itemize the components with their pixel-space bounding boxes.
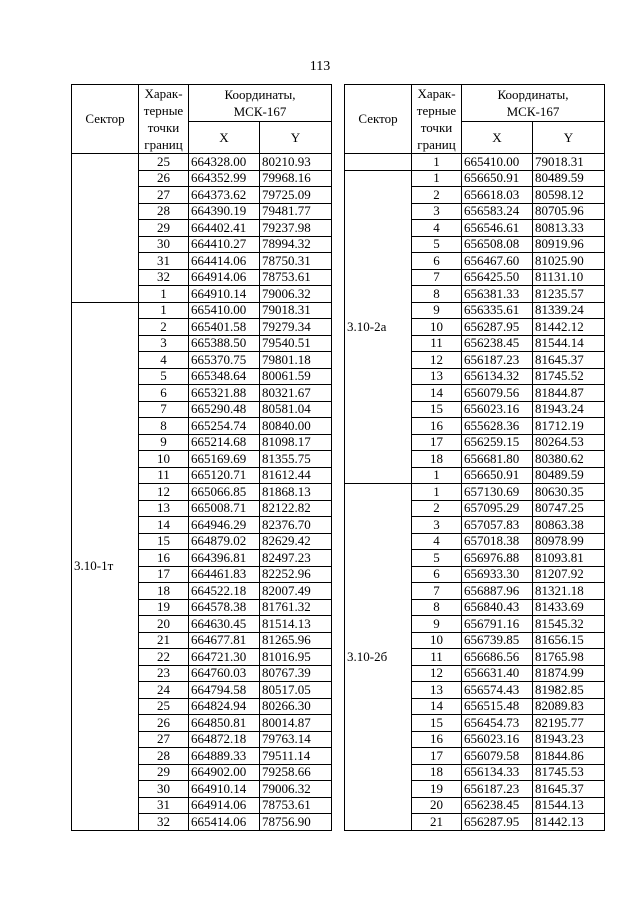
point-number-cell: 28 (139, 748, 189, 765)
y-coordinate-cell: 79006.32 (260, 781, 332, 798)
header-coordinates-line-1: Координаты, (224, 87, 296, 102)
y-coordinate-cell: 80264.53 (533, 434, 605, 451)
x-coordinate-cell: 664824.94 (189, 698, 260, 715)
y-coordinate-cell: 80705.96 (533, 203, 605, 220)
x-coordinate-cell: 656976.88 (462, 550, 533, 567)
x-coordinate-cell: 664760.03 (189, 665, 260, 682)
y-coordinate-cell: 81874.99 (533, 665, 605, 682)
header-points-line-3: точки (147, 120, 180, 135)
point-number-cell: 9 (412, 616, 462, 633)
table-row (345, 154, 605, 171)
y-coordinate-cell: 80863.38 (533, 517, 605, 534)
x-coordinate-cell: 665169.69 (189, 451, 260, 468)
point-number-cell: 31 (139, 253, 189, 270)
header-points-line-2: терные (143, 103, 184, 118)
point-number-cell: 27 (139, 731, 189, 748)
point-number-cell: 3 (412, 203, 462, 220)
y-coordinate-cell: 79018.31 (260, 302, 332, 319)
point-number-cell: 32 (139, 269, 189, 286)
point-number-cell: 6 (139, 385, 189, 402)
y-coordinate-cell: 80061.59 (260, 368, 332, 385)
page-number: 113 (309, 59, 331, 74)
y-coordinate-cell: 81433.69 (533, 599, 605, 616)
y-coordinate-cell: 80581.04 (260, 401, 332, 418)
y-coordinate-cell: 80014.87 (260, 715, 332, 732)
point-number-cell: 1 (412, 170, 462, 187)
point-number-cell: 2 (412, 187, 462, 204)
y-coordinate-cell: 81093.81 (533, 550, 605, 567)
y-coordinate-cell: 79763.14 (260, 731, 332, 748)
point-number-cell: 1 (412, 467, 462, 484)
point-number-cell: 22 (139, 649, 189, 666)
point-number-cell: 2 (139, 319, 189, 336)
x-coordinate-cell: 664879.02 (189, 533, 260, 550)
y-coordinate-cell: 80489.59 (533, 170, 605, 187)
point-number-cell: 5 (139, 368, 189, 385)
y-coordinate-cell: 81544.13 (533, 797, 605, 814)
point-number-cell: 29 (139, 764, 189, 781)
point-number-cell: 25 (139, 154, 189, 171)
point-number-cell: 17 (412, 434, 462, 451)
y-coordinate-cell: 81545.32 (533, 616, 605, 633)
point-number-cell: 17 (139, 566, 189, 583)
y-coordinate-cell: 79258.66 (260, 764, 332, 781)
x-coordinate-cell: 656335.61 (462, 302, 533, 319)
y-coordinate-cell: 81016.95 (260, 649, 332, 666)
x-coordinate-cell: 665410.00 (462, 154, 533, 171)
x-coordinate-cell: 665290.48 (189, 401, 260, 418)
coordinates-table-left (71, 84, 332, 831)
header-coordinates-line-1: Координаты, (497, 87, 569, 102)
point-number-cell: 1 (412, 154, 462, 171)
point-number-cell: 4 (412, 220, 462, 237)
x-coordinate-cell: 664630.45 (189, 616, 260, 633)
y-coordinate-cell: 81745.52 (533, 368, 605, 385)
y-coordinate-cell: 81544.14 (533, 335, 605, 352)
point-number-cell: 16 (412, 731, 462, 748)
x-coordinate-cell: 657057.83 (462, 517, 533, 534)
point-number-cell: 14 (412, 698, 462, 715)
point-number-cell: 13 (412, 682, 462, 699)
point-number-cell: 10 (139, 451, 189, 468)
point-number-cell: 7 (412, 269, 462, 286)
y-coordinate-cell: 80489.59 (533, 467, 605, 484)
x-coordinate-cell: 665348.64 (189, 368, 260, 385)
y-coordinate-cell: 78750.31 (260, 253, 332, 270)
x-coordinate-cell: 656933.30 (462, 566, 533, 583)
x-coordinate-cell: 657130.69 (462, 484, 533, 501)
y-coordinate-cell: 78994.32 (260, 236, 332, 253)
point-number-cell: 17 (412, 748, 462, 765)
sector-cell: 3.10-2б (345, 484, 412, 831)
header-points-line-4: границ (144, 137, 183, 152)
header-sector: Сектор (345, 85, 412, 154)
y-coordinate-cell: 81207.92 (533, 566, 605, 583)
point-number-cell: 11 (139, 467, 189, 484)
x-coordinate-cell: 664872.18 (189, 731, 260, 748)
y-coordinate-cell: 81982.85 (533, 682, 605, 699)
x-coordinate-cell: 664396.81 (189, 550, 260, 567)
x-coordinate-cell: 664414.06 (189, 253, 260, 270)
x-coordinate-cell: 656287.95 (462, 319, 533, 336)
point-number-cell: 28 (139, 203, 189, 220)
y-coordinate-cell: 79968.16 (260, 170, 332, 187)
point-number-cell: 6 (412, 253, 462, 270)
point-number-cell: 13 (139, 500, 189, 517)
y-coordinate-cell: 80517.05 (260, 682, 332, 699)
y-coordinate-cell: 81339.24 (533, 302, 605, 319)
x-coordinate-cell: 664910.14 (189, 286, 260, 303)
y-coordinate-cell: 78753.61 (260, 797, 332, 814)
y-coordinate-cell: 79801.18 (260, 352, 332, 369)
point-number-cell: 1 (412, 484, 462, 501)
x-coordinate-cell: 656381.33 (462, 286, 533, 303)
header-x: X (462, 122, 533, 154)
y-coordinate-cell: 79018.31 (533, 154, 605, 171)
point-number-cell: 26 (139, 715, 189, 732)
x-coordinate-cell: 656631.40 (462, 665, 533, 682)
sector-cell: 3.10-2а (345, 170, 412, 484)
header-x: X (189, 122, 260, 154)
x-coordinate-cell: 664390.19 (189, 203, 260, 220)
point-number-cell: 18 (412, 451, 462, 468)
x-coordinate-cell: 665214.68 (189, 434, 260, 451)
point-number-cell: 24 (139, 682, 189, 699)
x-coordinate-cell: 657095.29 (462, 500, 533, 517)
point-number-cell: 19 (412, 781, 462, 798)
header-coordinates (189, 85, 332, 122)
point-number-cell: 15 (412, 715, 462, 732)
y-coordinate-cell: 81761.32 (260, 599, 332, 616)
point-number-cell: 10 (412, 632, 462, 649)
y-coordinate-cell: 78753.61 (260, 269, 332, 286)
coordinates-table-right (344, 84, 605, 831)
point-number-cell: 21 (412, 814, 462, 831)
point-number-cell: 4 (412, 533, 462, 550)
y-coordinate-cell: 81844.87 (533, 385, 605, 402)
y-coordinate-cell: 81943.23 (533, 731, 605, 748)
x-coordinate-cell: 664461.83 (189, 566, 260, 583)
point-number-cell: 13 (412, 368, 462, 385)
table-row (72, 154, 332, 171)
point-number-cell: 32 (139, 814, 189, 831)
x-coordinate-cell: 656650.91 (462, 467, 533, 484)
x-coordinate-cell: 657018.38 (462, 533, 533, 550)
point-number-cell: 19 (139, 599, 189, 616)
y-coordinate-cell: 81645.37 (533, 781, 605, 798)
point-number-cell: 4 (139, 352, 189, 369)
x-coordinate-cell: 665414.06 (189, 814, 260, 831)
point-number-cell: 27 (139, 187, 189, 204)
y-coordinate-cell: 81745.53 (533, 764, 605, 781)
point-number-cell: 2 (412, 500, 462, 517)
y-coordinate-cell: 81712.19 (533, 418, 605, 435)
point-number-cell: 20 (412, 797, 462, 814)
y-coordinate-cell: 81025.90 (533, 253, 605, 270)
x-coordinate-cell: 664794.58 (189, 682, 260, 699)
header-coordinates (462, 85, 605, 122)
point-number-cell: 16 (412, 418, 462, 435)
point-number-cell: 29 (139, 220, 189, 237)
y-coordinate-cell: 79279.34 (260, 319, 332, 336)
y-coordinate-cell: 80813.33 (533, 220, 605, 237)
point-number-cell: 25 (139, 698, 189, 715)
header-points-line-4: границ (417, 137, 456, 152)
point-number-cell: 26 (139, 170, 189, 187)
point-number-cell: 23 (139, 665, 189, 682)
table-row (345, 170, 605, 187)
point-number-cell: 7 (139, 401, 189, 418)
y-coordinate-cell: 80747.25 (533, 500, 605, 517)
header-points (139, 85, 189, 154)
point-number-cell: 31 (139, 797, 189, 814)
y-coordinate-cell: 80266.30 (260, 698, 332, 715)
x-coordinate-cell: 656791.16 (462, 616, 533, 633)
table-row (72, 302, 332, 319)
point-number-cell: 8 (412, 286, 462, 303)
table-body-left (72, 154, 332, 831)
y-coordinate-cell: 81355.75 (260, 451, 332, 468)
x-coordinate-cell: 664328.00 (189, 154, 260, 171)
x-coordinate-cell: 656686.56 (462, 649, 533, 666)
x-coordinate-cell: 665410.00 (189, 302, 260, 319)
y-coordinate-cell: 81442.12 (533, 319, 605, 336)
point-number-cell: 12 (139, 484, 189, 501)
point-number-cell: 5 (412, 236, 462, 253)
y-coordinate-cell: 82252.96 (260, 566, 332, 583)
y-coordinate-cell: 81265.96 (260, 632, 332, 649)
y-coordinate-cell: 80210.93 (260, 154, 332, 171)
y-coordinate-cell: 82089.83 (533, 698, 605, 715)
y-coordinate-cell: 80978.99 (533, 533, 605, 550)
point-number-cell: 1 (139, 302, 189, 319)
sector-cell: 3.10-1т (72, 302, 139, 830)
x-coordinate-cell: 656574.43 (462, 682, 533, 699)
x-coordinate-cell: 665254.74 (189, 418, 260, 435)
point-number-cell: 3 (139, 335, 189, 352)
y-coordinate-cell: 80840.00 (260, 418, 332, 435)
point-number-cell: 11 (412, 649, 462, 666)
y-coordinate-cell: 78756.90 (260, 814, 332, 831)
point-number-cell: 9 (412, 302, 462, 319)
point-number-cell: 30 (139, 781, 189, 798)
point-number-cell: 3 (412, 517, 462, 534)
sector-cell (72, 154, 139, 303)
x-coordinate-cell: 664373.62 (189, 187, 260, 204)
x-coordinate-cell: 656425.50 (462, 269, 533, 286)
x-coordinate-cell: 665321.88 (189, 385, 260, 402)
x-coordinate-cell: 665401.58 (189, 319, 260, 336)
header-coordinates-line-2: МСК-167 (233, 104, 287, 119)
point-number-cell: 18 (139, 583, 189, 600)
y-coordinate-cell: 81868.13 (260, 484, 332, 501)
y-coordinate-cell: 82629.42 (260, 533, 332, 550)
x-coordinate-cell: 656515.48 (462, 698, 533, 715)
x-coordinate-cell: 656187.23 (462, 352, 533, 369)
x-coordinate-cell: 656238.45 (462, 335, 533, 352)
point-number-cell: 6 (412, 566, 462, 583)
x-coordinate-cell: 664910.14 (189, 781, 260, 798)
y-coordinate-cell: 81645.37 (533, 352, 605, 369)
x-coordinate-cell: 656238.45 (462, 797, 533, 814)
sector-cell (345, 154, 412, 171)
y-coordinate-cell: 81514.13 (260, 616, 332, 633)
x-coordinate-cell: 656023.16 (462, 731, 533, 748)
table-body-right (345, 154, 605, 831)
x-coordinate-cell: 665370.75 (189, 352, 260, 369)
point-number-cell: 15 (412, 401, 462, 418)
x-coordinate-cell: 655628.36 (462, 418, 533, 435)
point-number-cell: 14 (139, 517, 189, 534)
point-number-cell: 11 (412, 335, 462, 352)
y-coordinate-cell: 79511.14 (260, 748, 332, 765)
x-coordinate-cell: 656259.15 (462, 434, 533, 451)
y-coordinate-cell: 81442.13 (533, 814, 605, 831)
y-coordinate-cell: 82122.82 (260, 500, 332, 517)
x-coordinate-cell: 664410.27 (189, 236, 260, 253)
header-points-line-1: Харак- (417, 86, 456, 101)
x-coordinate-cell: 656618.03 (462, 187, 533, 204)
y-coordinate-cell: 80919.96 (533, 236, 605, 253)
x-coordinate-cell: 665066.85 (189, 484, 260, 501)
point-number-cell: 5 (412, 550, 462, 567)
header-coordinates-line-2: МСК-167 (506, 104, 560, 119)
y-coordinate-cell: 80767.39 (260, 665, 332, 682)
header-y: Y (260, 122, 332, 154)
y-coordinate-cell: 82497.23 (260, 550, 332, 567)
x-coordinate-cell: 664721.30 (189, 649, 260, 666)
x-coordinate-cell: 664677.81 (189, 632, 260, 649)
x-coordinate-cell: 656134.32 (462, 368, 533, 385)
point-number-cell: 16 (139, 550, 189, 567)
header-sector: Сектор (72, 85, 139, 154)
point-number-cell: 7 (412, 583, 462, 600)
x-coordinate-cell: 664902.00 (189, 764, 260, 781)
x-coordinate-cell: 656454.73 (462, 715, 533, 732)
header-points (412, 85, 462, 154)
x-coordinate-cell: 664914.06 (189, 797, 260, 814)
y-coordinate-cell: 80380.62 (533, 451, 605, 468)
point-number-cell: 8 (412, 599, 462, 616)
y-coordinate-cell: 79725.09 (260, 187, 332, 204)
x-coordinate-cell: 656023.16 (462, 401, 533, 418)
y-coordinate-cell: 81844.86 (533, 748, 605, 765)
point-number-cell: 14 (412, 385, 462, 402)
x-coordinate-cell: 665008.71 (189, 500, 260, 517)
point-number-cell: 10 (412, 319, 462, 336)
x-coordinate-cell: 664850.81 (189, 715, 260, 732)
point-number-cell: 9 (139, 434, 189, 451)
x-coordinate-cell: 664522.18 (189, 583, 260, 600)
x-coordinate-cell: 665388.50 (189, 335, 260, 352)
y-coordinate-cell: 82195.77 (533, 715, 605, 732)
y-coordinate-cell: 79540.51 (260, 335, 332, 352)
header-points-line-1: Харак- (144, 86, 183, 101)
point-number-cell: 20 (139, 616, 189, 633)
y-coordinate-cell: 80321.67 (260, 385, 332, 402)
y-coordinate-cell: 81656.15 (533, 632, 605, 649)
y-coordinate-cell: 81943.24 (533, 401, 605, 418)
x-coordinate-cell: 664889.33 (189, 748, 260, 765)
x-coordinate-cell: 664352.99 (189, 170, 260, 187)
x-coordinate-cell: 656840.43 (462, 599, 533, 616)
y-coordinate-cell: 81131.10 (533, 269, 605, 286)
point-number-cell: 18 (412, 764, 462, 781)
y-coordinate-cell: 82007.49 (260, 583, 332, 600)
table-row (345, 484, 605, 501)
y-coordinate-cell: 80598.12 (533, 187, 605, 204)
y-coordinate-cell: 79237.98 (260, 220, 332, 237)
y-coordinate-cell: 82376.70 (260, 517, 332, 534)
x-coordinate-cell: 656187.23 (462, 781, 533, 798)
x-coordinate-cell: 664402.41 (189, 220, 260, 237)
x-coordinate-cell: 656546.61 (462, 220, 533, 237)
y-coordinate-cell: 80630.35 (533, 484, 605, 501)
x-coordinate-cell: 656739.85 (462, 632, 533, 649)
point-number-cell: 30 (139, 236, 189, 253)
y-coordinate-cell: 81235.57 (533, 286, 605, 303)
y-coordinate-cell: 81321.18 (533, 583, 605, 600)
point-number-cell: 21 (139, 632, 189, 649)
x-coordinate-cell: 656681.80 (462, 451, 533, 468)
x-coordinate-cell: 656887.96 (462, 583, 533, 600)
y-coordinate-cell: 81765.98 (533, 649, 605, 666)
x-coordinate-cell: 656508.08 (462, 236, 533, 253)
header-points-line-3: точки (420, 120, 453, 135)
x-coordinate-cell: 664946.29 (189, 517, 260, 534)
header-y: Y (533, 122, 605, 154)
x-coordinate-cell: 665120.71 (189, 467, 260, 484)
point-number-cell: 15 (139, 533, 189, 550)
x-coordinate-cell: 664578.38 (189, 599, 260, 616)
header-points-line-2: терные (416, 103, 457, 118)
x-coordinate-cell: 656287.95 (462, 814, 533, 831)
x-coordinate-cell: 656583.24 (462, 203, 533, 220)
point-number-cell: 12 (412, 352, 462, 369)
y-coordinate-cell: 79481.77 (260, 203, 332, 220)
y-coordinate-cell: 81098.17 (260, 434, 332, 451)
point-number-cell: 12 (412, 665, 462, 682)
x-coordinate-cell: 664914.06 (189, 269, 260, 286)
x-coordinate-cell: 656134.33 (462, 764, 533, 781)
x-coordinate-cell: 656467.60 (462, 253, 533, 270)
y-coordinate-cell: 79006.32 (260, 286, 332, 303)
point-number-cell: 8 (139, 418, 189, 435)
point-number-cell: 1 (139, 286, 189, 303)
y-coordinate-cell: 81612.44 (260, 467, 332, 484)
x-coordinate-cell: 656079.58 (462, 748, 533, 765)
x-coordinate-cell: 656650.91 (462, 170, 533, 187)
x-coordinate-cell: 656079.56 (462, 385, 533, 402)
